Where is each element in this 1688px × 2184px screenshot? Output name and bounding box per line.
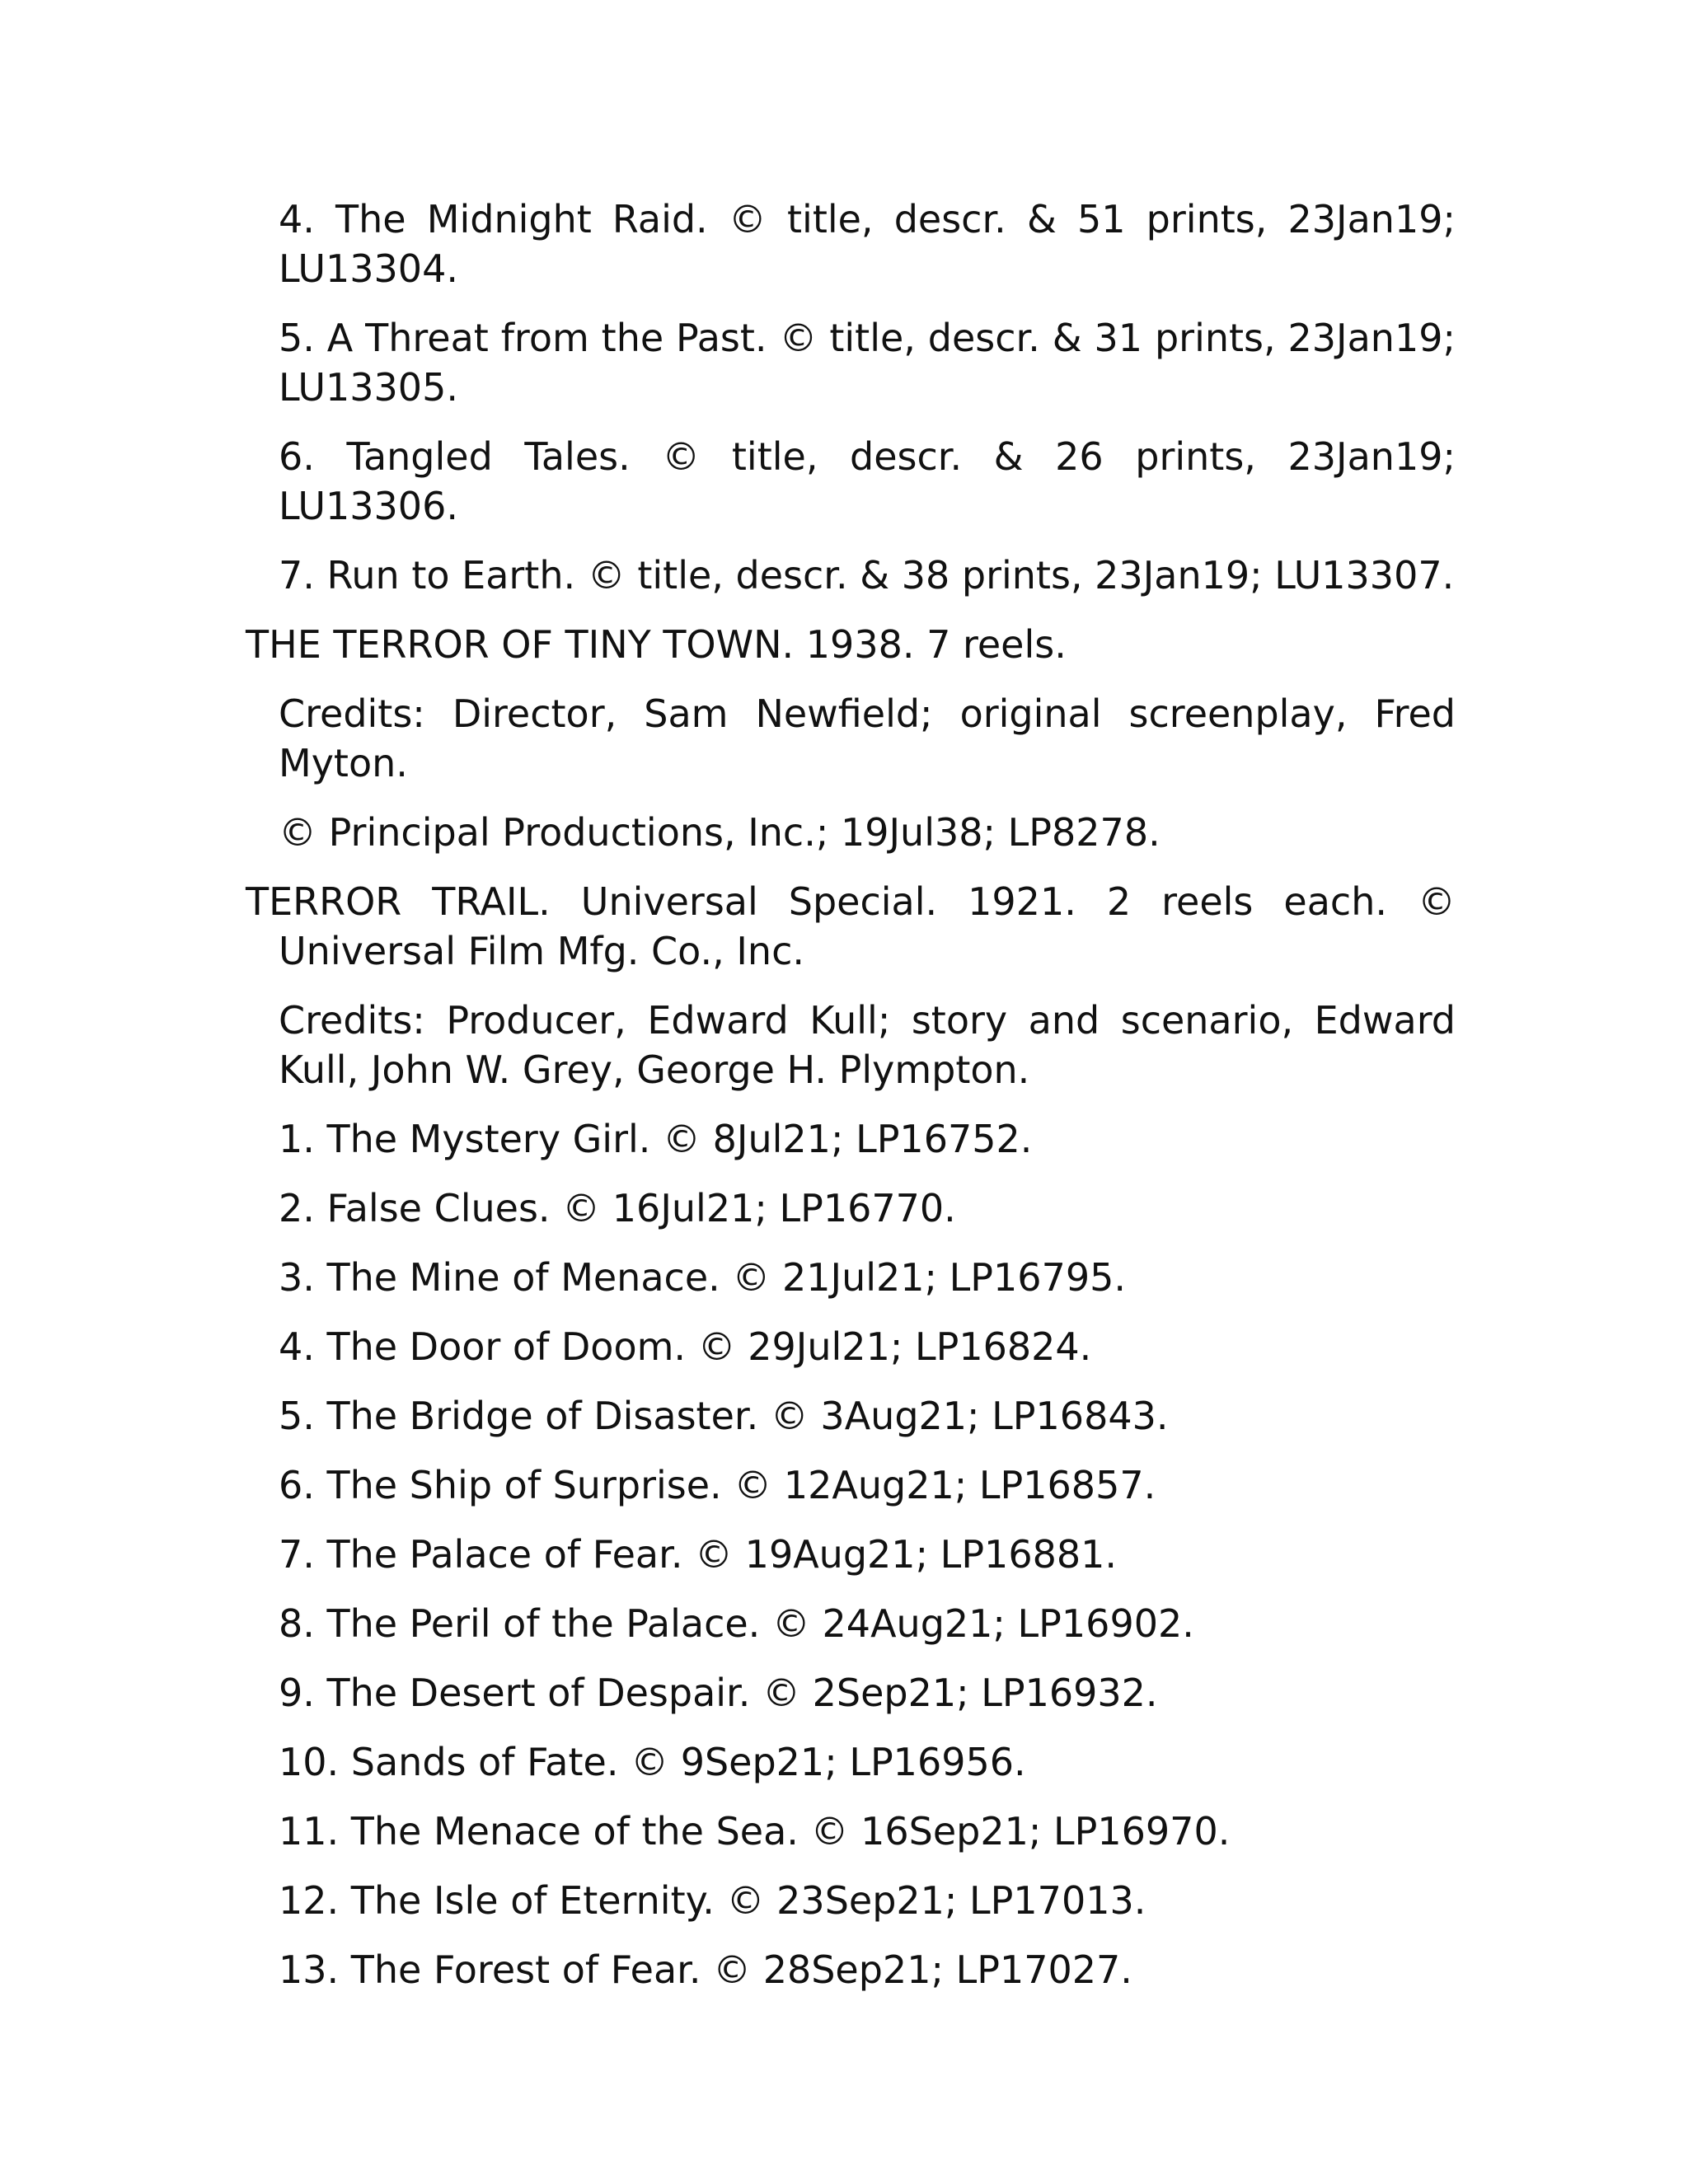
copyright-entry: © Principal Productions, Inc.; 19Jul38; LP8278. [279, 810, 1160, 855]
episode-entry: 10. Sands of Fate. © 9Sep21; LP16956. [279, 1740, 1026, 1784]
episode-entry: 4. The Door of Doom. © 29Jul21; LP16824. [279, 1324, 1092, 1369]
episode-entry: 11. The Menace of the Sea. © 16Sep21; LP16970. [279, 1809, 1231, 1854]
credits-entry: Credits: Director, Sam Newfield; original screenplay, Fred Myton. [279, 691, 1456, 785]
episode-entry: 9. The Desert of Despair. © 2Sep21; LP16932. [279, 1671, 1158, 1715]
episode-entry: 4. The Midnight Raid. © title, descr. & 51 prints, 23Jan19; LU13304. [279, 197, 1456, 291]
catalog-entries [246, 194, 1456, 2014]
title-entry: TERROR TRAIL. Universal Special. 1921. 2 reels each. © Universal Film Mfg. Co., Inc. [246, 879, 1456, 973]
episode-entry: 7. Run to Earth. © title, descr. & 38 prints, 23Jan19; LU13307. [279, 553, 1455, 598]
episode-entry: 1. The Mystery Girl. © 8Jul21; LP16752. [279, 1117, 1033, 1161]
episode-entry: 5. A Threat from the Past. © title, descr. & 31 prints, 23Jan19; LU13305. [279, 316, 1456, 410]
episode-entry: 8. The Peril of the Palace. © 24Aug21; LP16902. [279, 1601, 1194, 1646]
credits-entry: Credits: Producer, Edward Kull; story and scenario, Edward Kull, John W. Grey, George H. Plympton. [279, 998, 1456, 1092]
episode-entry: 2. False Clues. © 16Jul21; LP16770. [279, 1186, 956, 1230]
episode-entry: 6. The Ship of Surprise. © 12Aug21; LP16857. [279, 1463, 1156, 1507]
episode-entry: 3. The Mine of Menace. © 21Jul21; LP16795. [279, 1255, 1126, 1300]
episode-entry: 7. The Palace of Fear. © 19Aug21; LP16881. [279, 1532, 1118, 1577]
title-entry: THE TERROR OF TINY TOWN. 1938. 7 reels. [246, 622, 1067, 667]
episode-entry: 12. The Isle of Eternity. © 23Sep21; LP17013. [279, 1878, 1146, 1923]
episode-entry: 6. Tangled Tales. © title, descr. & 26 prints, 23Jan19; LU13306. [279, 434, 1456, 528]
episode-entry: 13. The Forest of Fear. © 28Sep21; LP17027. [279, 1947, 1132, 1992]
episode-entry: 5. The Bridge of Disaster. © 3Aug21; LP16843. [279, 1394, 1169, 1438]
